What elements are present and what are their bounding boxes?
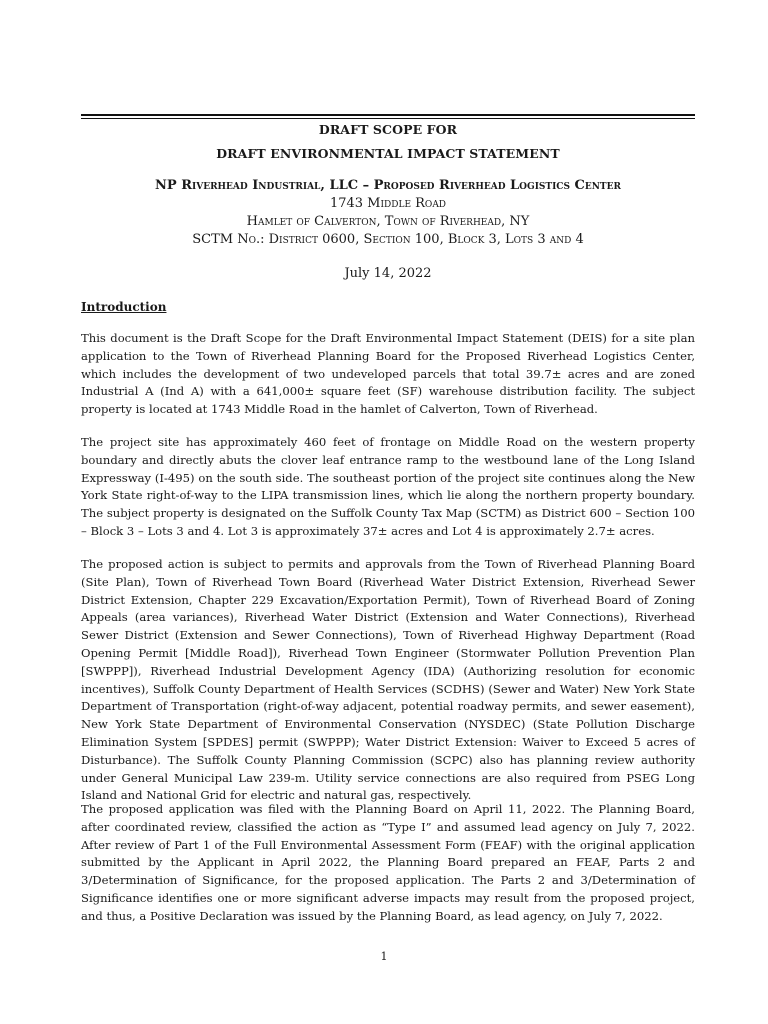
header-rule-thin [81,118,695,119]
hamlet-line: Hamlet of Calverton, Town of Riverhead, NY [246,214,530,229]
header-rule-thick [81,114,695,116]
company-line: NP Riverhead Industrial, LLC – Proposed Riverhead Logistics Center [155,178,621,193]
page-number: 1 [380,950,388,963]
document-title-line1: DRAFT SCOPE FOR [318,122,458,137]
paragraph-1: This document is the Draft Scope for the Draft Environmental Impact Statement (DEIS) for a site plan application to the Town of Riverhead Planning Board for the Proposed Riverhead Logistics Center, which includes the development of two undeveloped parcels that total 39.7± acres and are zoned Industrial A (Ind A) with a 641,000± square feet (SF) warehouse distribution facility. The subject property is located at 1743 Middle Road in the hamlet of Calverton, Town of Riverhead. [81,331,695,417]
paragraph-4: The proposed application was filed with the Planning Board on April 11, 2022. The Planning Board, after coordinated review, classified the action as “Type I” and assumed lead agency on July 7, 2022. After review of Part 1 of the Full Environmental Assessment Form (FEAF) with the original application submitted by the Applicant in April 2022, the Planning Board prepared an FEAF, Parts 2 and 3/Determination of Significance, for the proposed application. The Parts 2 and 3/Determination of Significance identifies one or more significant adverse impacts may result from the proposed project, and thus, a Positive Declaration was issued by the Planning Board, as lead agency, on July 7, 2022. [81,802,695,923]
address-line: 1743 Middle Road [329,196,447,211]
paragraph-2: The project site has approximately 460 feet of frontage on Middle Road on the western property boundary and directly abuts the clover leaf entrance ramp to the westbound lane of the Long Island Expressway (I-495) on the south side. The southeast portion of the project site continues along the New York State right-of-way to the LIPA transmission lines, which lie along the northern property boundary. The subject property is designated on the Suffolk County Tax Map (SCTM) as District 600 – Section 100 – Block 3 – Lots 3 and 4. Lot 3 is approximately 37± acres and Lot 4 is approximately 2.7± acres. [81,435,695,538]
document-title-line2: DRAFT ENVIRONMENTAL IMPACT STATEMENT [216,146,560,161]
paragraph-3: The proposed action is subject to permits and approvals from the Town of Riverhead Planning Board (Site Plan), Town of Riverhead Town Board (Riverhead Water District Extension, Riverhead Sewer District Extension, Chapter 229 Excavation/Exportation Permit), Town of Riverhead Board of Zoning Appeals (area variances), Riverhead Water District (Extension and Water Connections), Riverhead Sewer District (Extension and Sewer Connections), Town of Riverhead Highway Department (Road Opening Permit [Middle Road]), Riverhead Town Engineer (Stormwater Pollution Prevention Plan [SWPPP]), Riverhead Industrial Development Agency (IDA) (Authorizing resolution for economic incentives), Suffolk County Department of Health Services (SCDHS) (Sewer and Water) New York State Department of Transportation (right-of-way adjacent, potential roadway permits, and sewer easement), New York State Department of Environmental Conservation (NYSDEC) (State Pollution Discharge Elimination System [SPDES] permit (SWPPP); Water District Extension: Waiver to Exceed 5 acres of Disturbance). The Suffolk County Planning Commission (SCPC) also has planning review authority under General Municipal Law 239-m. Utility service connections are also required from PSEG Long Island and National Grid for electric and natural gas, respectively. [81,557,695,803]
sctm-line: SCTM No.: District 0600, Section 100, Block 3, Lots 3 and 4 [192,232,584,247]
document-date: July 14, 2022 [344,266,432,281]
section-heading-introduction: Introduction [81,300,167,314]
